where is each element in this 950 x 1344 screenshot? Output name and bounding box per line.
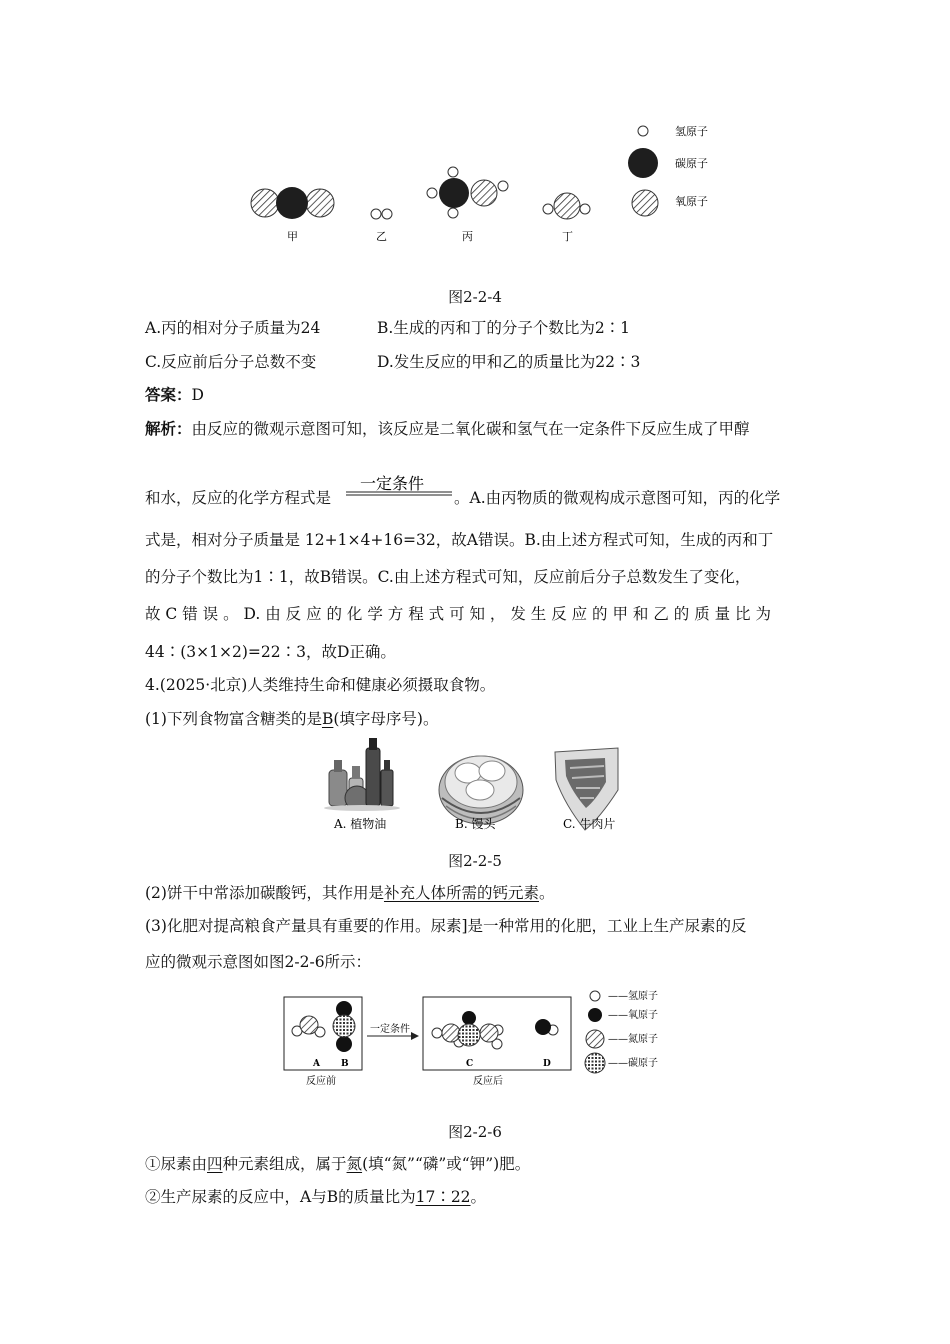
fig3-molecule-B bbox=[333, 1001, 355, 1052]
analysis-line-1: 解析：由反应的微观示意图可知，该反应是二氧化碳和氢气在一定条件下反应生成了甲醇 bbox=[145, 419, 750, 438]
fig3-molecule-D bbox=[535, 1019, 558, 1035]
fig1-label-yi: 乙 bbox=[376, 230, 387, 243]
fig2-label-bun: B. 馒头 bbox=[455, 817, 496, 831]
fig3-label-D: D bbox=[543, 1059, 551, 1069]
q4-sub1: ①尿素由四种元素组成，属于氮(填“氮”“磷”或“钾”)肥。 bbox=[145, 1155, 531, 1173]
q4-part3-line1: (3)化肥对提高粮食产量具有重要的作用。尿素]是一种常用的化肥，工业上生产尿素的反 bbox=[145, 917, 747, 935]
fig1-legend-oxygen: 氧原子 bbox=[675, 195, 708, 208]
analysis-line-4: 的分子个数比为1∶1，故B错误。C.由上述方程式可知，反应前后分子总数发生了变化， bbox=[145, 568, 751, 586]
fig3-legend-hydrogen: ——氢原子 bbox=[608, 991, 658, 1002]
q4-part2: (2)饼干中常添加碳酸钙，其作用是补充人体所需的钙元素。 bbox=[145, 884, 555, 902]
fig1-molecule-jia bbox=[251, 187, 334, 219]
fig1-label-jia: 甲 bbox=[287, 230, 298, 243]
fig1-molecule-ding bbox=[543, 193, 590, 219]
q4-part2-answer: 补充人体所需的钙元素 bbox=[383, 884, 539, 902]
fig3-legend-symbols bbox=[585, 991, 605, 1073]
answer-label: 答案： bbox=[145, 385, 192, 404]
q4-part1-answer: B bbox=[321, 710, 334, 728]
analysis-line-6: 44∶(3×1×2)=22∶3，故D正确。 bbox=[145, 643, 396, 661]
option-c: C.反应前后分子总数不变 bbox=[145, 353, 317, 371]
analysis-line-2a: 和水，反应的化学方程式是 bbox=[145, 489, 332, 507]
answer-value: D bbox=[191, 386, 204, 404]
fig3-arrow-condition: 一定条件 bbox=[370, 1024, 410, 1035]
fig1-label-bing: 丙 bbox=[462, 230, 473, 243]
fig2-caption: 图2-2-5 bbox=[448, 852, 502, 870]
fig2-oil-bottles-image bbox=[324, 738, 400, 811]
q4-part1: (1)下列食物富含糖类的是B(填字母序号)。 bbox=[145, 710, 439, 728]
analysis-line-3: 式是，相对分子质量是 12+1×4+16=32，故A错误。B.由上述方程式可知，生成的丙和丁 bbox=[145, 531, 774, 549]
analysis-line-2b: 。A.由丙物质的微观构成示意图可知，丙的化学 bbox=[454, 489, 781, 507]
option-b: B.生成的丙和丁的分子个数比为2∶1 bbox=[377, 319, 631, 337]
equation-condition: 一定条件 bbox=[360, 474, 425, 493]
fig1-caption: 图2-2-4 bbox=[448, 288, 502, 306]
fig1-legend-symbols bbox=[628, 126, 658, 216]
fig3-caption: 图2-2-6 bbox=[448, 1123, 502, 1141]
fig2-steamed-buns-image bbox=[439, 756, 523, 824]
fig3-legend-oxygen: ——氧原子 bbox=[608, 1010, 658, 1021]
analysis-label: 解析： bbox=[145, 419, 192, 438]
fig2-label-beef: C. 牛肉片 bbox=[563, 817, 616, 831]
fig3-arrow-head bbox=[411, 1032, 419, 1040]
fig1-molecule-yi bbox=[371, 209, 392, 219]
fig1-molecule-bing bbox=[427, 167, 508, 218]
q4-sub1-answer-2: 氮 bbox=[346, 1155, 363, 1173]
q4-sub2: ②生产尿素的反应中，A与B的质量比为17∶22。 bbox=[145, 1188, 487, 1206]
answer-line bbox=[145, 385, 204, 405]
q4-sub2-answer: 17∶22 bbox=[415, 1188, 471, 1206]
analysis-line-5: 故 C 错 误 。 D. 由 反 应 的 化 学 方 程 式 可 知 ， 发 生 反 应 的 甲 和 乙 的 质 量 比 为 bbox=[145, 605, 771, 623]
fig1-label-ding: 丁 bbox=[562, 230, 573, 243]
fig1-legend-carbon: 碳原子 bbox=[675, 157, 708, 170]
fig3-caption-after: 反应后 bbox=[473, 1076, 503, 1087]
q4-sub1-answer-1: 四 bbox=[207, 1155, 223, 1173]
fig3-legend-carbon: ——碳原子 bbox=[608, 1058, 658, 1069]
fig3-label-A: A bbox=[313, 1059, 320, 1069]
option-d: D.发生反应的甲和乙的质量比为22∶3 bbox=[377, 353, 641, 371]
fig3-label-C: C bbox=[466, 1059, 474, 1069]
fig3-molecule-C bbox=[432, 1011, 503, 1049]
option-a: A.丙的相对分子质量为24 bbox=[145, 319, 321, 337]
q4-part3-line2: 应的微观示意图如图2-2-6所示： bbox=[145, 953, 372, 971]
fig3-label-B: B bbox=[341, 1059, 349, 1069]
fig2-label-oil: A. 植物油 bbox=[334, 817, 387, 831]
q4-stem: 4.(2025·北京)人类维持生命和健康必须摄取食物。 bbox=[145, 676, 496, 694]
fig3-caption-before: 反应前 bbox=[306, 1076, 336, 1087]
fig1-legend-hydrogen: 氢原子 bbox=[675, 125, 708, 138]
fig3-legend-nitrogen: ——氮原子 bbox=[608, 1034, 658, 1045]
fig3-molecule-A bbox=[292, 1016, 325, 1037]
